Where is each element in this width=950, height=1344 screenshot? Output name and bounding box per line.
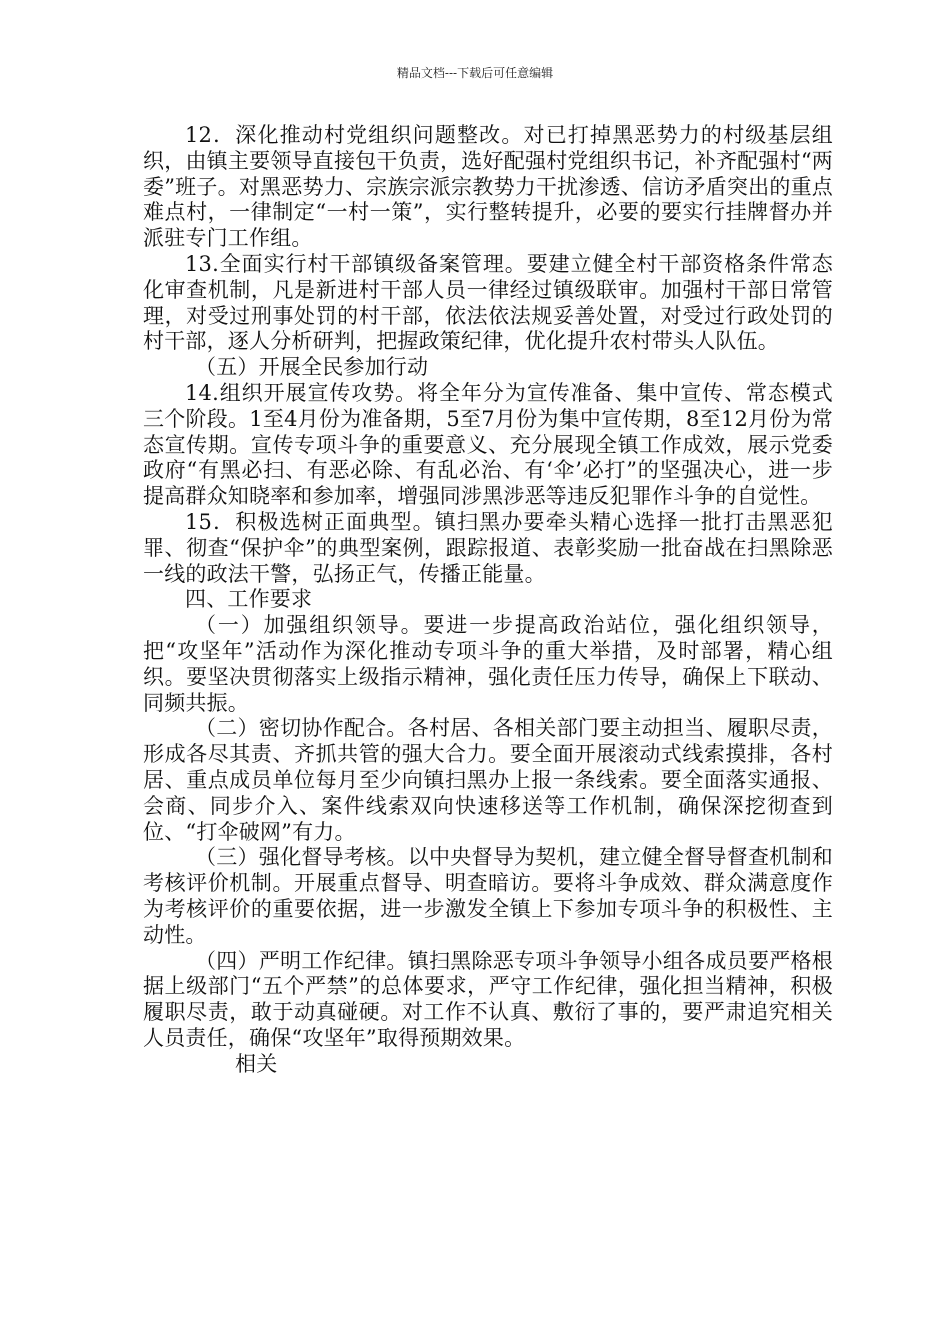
paragraph-item-13: 13.全面实行村干部镇级备案管理。要建立健全村干部资格条件常态化审查机制，凡是新进村干部人员一律经过镇级联审。加强村干部日常管理，对受过刑事处罚的村干部，依法依法规妥善处置，对受过行政处罚的村干部，逐人分析研判，把握政策纪律，优化提升农村带头人队伍。 (143, 251, 833, 354)
requirement-2: （二）密切协作配合。各村居、各相关部门要主动担当、履职尽责，形成各尽其责、齐抓共管的强大合力。要全面开展滚动式线索摸排，各村居、重点成员单位每月至少向镇扫黑办上报一条线索。要全面落实通报、会商、同步介入、案件线索双向快速移送等工作机制，确保深挖彻查到位、“打伞破网”有力。 (143, 716, 833, 844)
trailing-text: 相关 (235, 1051, 278, 1076)
page-header: 精品文档---下载后可任意编辑 (396, 66, 554, 80)
requirement-3: （三）强化督导考核。以中央督导为契机，建立健全督导督查机制和考核评价机制。开展重点督导、明查暗访。要将斗争成效、群众满意度作为考核评价的重要依据，进一步激发全镇上下参加专项斗争的积极性、主动性。 (143, 845, 833, 947)
section-heading-4: 四、工作要求 (185, 587, 313, 612)
paragraph-item-15: 15．积极选树正面典型。镇扫黑办要牵头精心选择一批打击黑恶犯罪、彻查“保护伞”的典型案例，跟踪报道、表彰奖励一批奋战在扫黑除恶一线的政法干警，弘扬正气，传播正能量。 (143, 509, 833, 586)
requirement-1: （一）加强组织领导。要进一步提高政治站位，强化组织领导，把“攻坚年”活动作为深化推动专项斗争的重大举措，及时部署，精心组织。要坚决贯彻落实上级指示精神，强化责任压力传导，确保上下联动、同频共振。 (143, 613, 833, 715)
paragraph-item-12: 12．深化推动村党组织问题整改。对已打掉黑恶势力的村级基层组织，由镇主要领导直接包干负责，选好配强村党组织书记，补齐配强村“两委”班子。对黑恶势力、宗族宗派宗教势力干扰渗透、信访矛盾突出的重点难点村，一律制定“一村一策”，实行整转提升，必要的要实行挂牌督办并派驻专门工作组。 (143, 123, 833, 251)
paragraph-item-14: 14.组织开展宣传攻势。将全年分为宣传准备、集中宣传、常态模式三个阶段。1至4月份为准备期，5至7月份为集中宣传期，8至12月份为常态宣传期。宣传专项斗争的重要意义、充分展现全镇工作成效，展示党委政府“有黑必扫、有恶必除、有乱必治、有‘伞’必打”的坚强决心，进一步提高群众知晓率和参加率，增强同涉黑涉恶等违反犯罪作斗争的自觉性。 (143, 380, 833, 509)
document-body (143, 123, 833, 1077)
requirement-4: （四）严明工作纪律。镇扫黑除恶专项斗争领导小组各成员要严格根据上级部门“五个严禁”的总体要求，严守工作纪律，强化担当精神，积极履职尽责，敢于动真碰硬。对工作不认真、敷衍了事的，要严肃追究相关人员责任，确保“攻坚年”取得预期效果。 (143, 948, 833, 1050)
section-heading-5: （五）开展全民参加行动 (195, 355, 429, 380)
